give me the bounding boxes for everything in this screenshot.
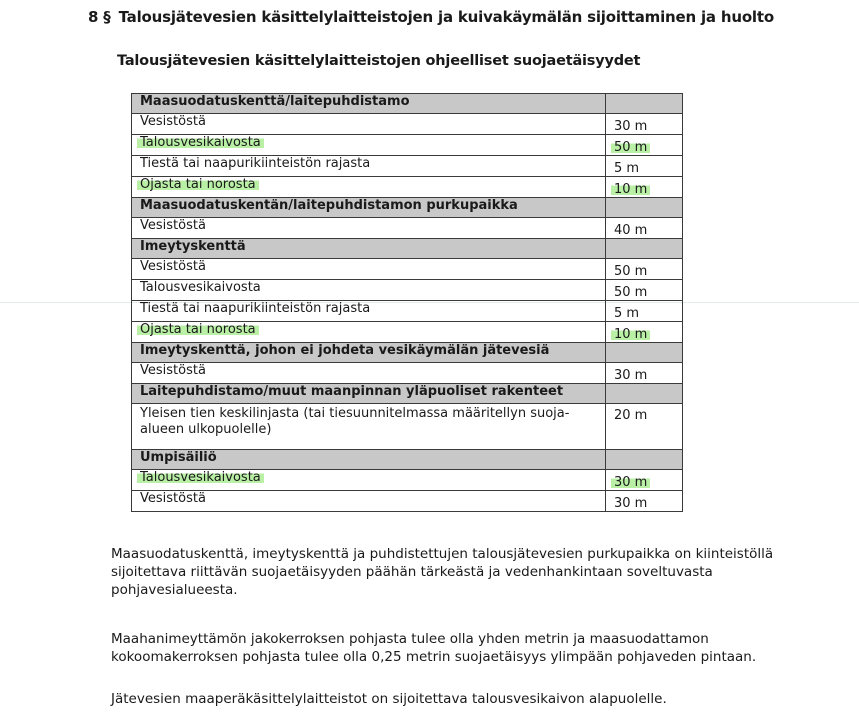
row-label-text: Imeytyskenttä, johon ei johdeta vesikäymälän jätevesiä: [140, 343, 550, 358]
row-value: [606, 114, 683, 135]
row-label-text: Tiestä tai naapurikiinteistön rajasta: [140, 156, 371, 171]
row-value-text: 50 m: [614, 264, 648, 279]
paragraph-well-placement: Jätevesien maaperäkäsittelylaitteistot on sijoitettava talousvesikaivon alapuolelle.: [111, 691, 667, 707]
table-section-header: [132, 239, 683, 259]
paragraph-layer-depth: Maahanimeyttämön jakokerroksen pohjasta tulee olla yhden metrin ja maasuodattamon kokoomakerroksen pohjasta tulee olla 0,25 metrin suojaetäisyys ylimpään pohjaveden pintaan.: [111, 631, 757, 665]
table-caption: Talousjätevesien käsittelylaitteistojen ohjeelliset suojaetäisyydet: [117, 53, 641, 69]
row-label-text: Imeytyskenttä: [140, 239, 246, 254]
row-label: [132, 470, 606, 491]
row-label: [132, 301, 606, 322]
row-value: [606, 218, 683, 239]
row-label: [132, 114, 606, 135]
row-value-text: 30 m: [614, 368, 648, 383]
row-label-text: Vesistöstä: [140, 491, 206, 506]
row-value-text: 20 m: [614, 408, 648, 423]
row-label: [132, 156, 606, 177]
row-value: [606, 404, 683, 450]
row-value: [606, 280, 683, 301]
row-label: [132, 322, 606, 343]
section-header-label: [132, 239, 606, 259]
table-section-header: [132, 343, 683, 363]
row-label-text: Maasuodatuskenttä/laitepuhdistamo: [140, 94, 410, 109]
row-label-text: Ojasta tai norosta: [137, 322, 259, 337]
table-row: [132, 135, 683, 156]
row-value: [606, 322, 683, 343]
table-row: [132, 114, 683, 135]
paragraph-groundwater: Maasuodatuskenttä, imeytyskenttä ja puhdistettujen talousjätevesien purkupaikka on kiinteistöllä sijoitettava riittävän suojaetäisyyden päähän tärkeästä ja vedenhankintaan soveltuvasta pohjavesialueesta.: [111, 546, 774, 598]
row-label: [132, 177, 606, 198]
table-row: [132, 301, 683, 322]
row-value-text: 50 m: [614, 285, 648, 300]
row-label-text: Laitepuhdistamo/muut maanpinnan yläpuoliset rakenteet: [140, 384, 564, 399]
row-value-text: 30 m: [611, 475, 650, 490]
row-label: [132, 135, 606, 156]
row-label-text: Umpisäiliö: [140, 450, 217, 465]
table-row: [132, 470, 683, 491]
row-value: [606, 156, 683, 177]
table-row: [132, 491, 683, 512]
section-header-label: [132, 94, 606, 114]
table-row: [132, 177, 683, 198]
row-label-text: Maasuodatuskentän/laitepuhdistamon purkupaikka: [140, 198, 518, 213]
row-label-text: Vesistöstä: [140, 259, 206, 274]
row-label: [132, 259, 606, 280]
section-header-label: [132, 450, 606, 470]
section-title: Talousjätevesien käsittelylaitteistojen ja kuivakäymälän sijoittaminen ja huolto: [118, 8, 774, 26]
table-section-header: [132, 94, 683, 114]
row-label: [132, 363, 606, 384]
table-row: [132, 259, 683, 280]
section-header-label: [132, 343, 606, 363]
row-label-text: Vesistöstä: [140, 363, 206, 378]
row-label: [132, 218, 606, 239]
row-label-text: Ojasta tai norosta: [137, 177, 259, 192]
section-heading: [88, 8, 774, 26]
row-value-text: 5 m: [614, 306, 640, 321]
section-header-label: [132, 384, 606, 404]
row-value: [606, 491, 683, 512]
row-label-text: Yleisen tien keskilinjasta (tai tiesuunnitelmassa määritellyn suoja-alueen ulkopuolelle): [140, 406, 570, 437]
row-label-text: Vesistöstä: [140, 114, 206, 129]
row-label: [132, 491, 606, 512]
table-section-header: [132, 198, 683, 218]
table-row: [132, 218, 683, 239]
row-value: [606, 470, 683, 491]
header-value-cell: [606, 343, 683, 363]
section-number: 8 §: [88, 8, 111, 26]
row-label-text: Talousvesikaivosta: [137, 135, 264, 150]
table-row: [132, 322, 683, 343]
row-value-text: 10 m: [611, 182, 650, 197]
row-value: [606, 301, 683, 322]
row-value: [606, 259, 683, 280]
row-label-text: Talousvesikaivosta: [140, 280, 261, 295]
row-value: [606, 363, 683, 384]
row-value-text: 50 m: [611, 140, 650, 155]
row-value: [606, 135, 683, 156]
row-label-text: Talousvesikaivosta: [137, 470, 264, 485]
distance-table-body: [132, 94, 683, 512]
table-row: [132, 363, 683, 384]
header-value-cell: [606, 94, 683, 114]
table-row: [132, 156, 683, 177]
row-label-text: Vesistöstä: [140, 218, 206, 233]
row-value-text: 30 m: [614, 496, 648, 511]
table-section-header: [132, 384, 683, 404]
table-row: [132, 404, 683, 450]
header-value-cell: [606, 384, 683, 404]
header-value-cell: [606, 239, 683, 259]
row-value: [606, 177, 683, 198]
row-value-text: 30 m: [614, 119, 648, 134]
row-value-text: 40 m: [614, 223, 648, 238]
table-section-header: [132, 450, 683, 470]
header-value-cell: [606, 450, 683, 470]
header-value-cell: [606, 198, 683, 218]
row-label-text: Tiestä tai naapurikiinteistön rajasta: [140, 301, 371, 316]
section-header-label: [132, 198, 606, 218]
row-value-text: 10 m: [611, 327, 650, 342]
distance-table: [131, 93, 683, 512]
row-label: [132, 280, 606, 301]
row-value-text: 5 m: [614, 161, 640, 176]
row-label: [132, 404, 606, 450]
table-row: [132, 280, 683, 301]
